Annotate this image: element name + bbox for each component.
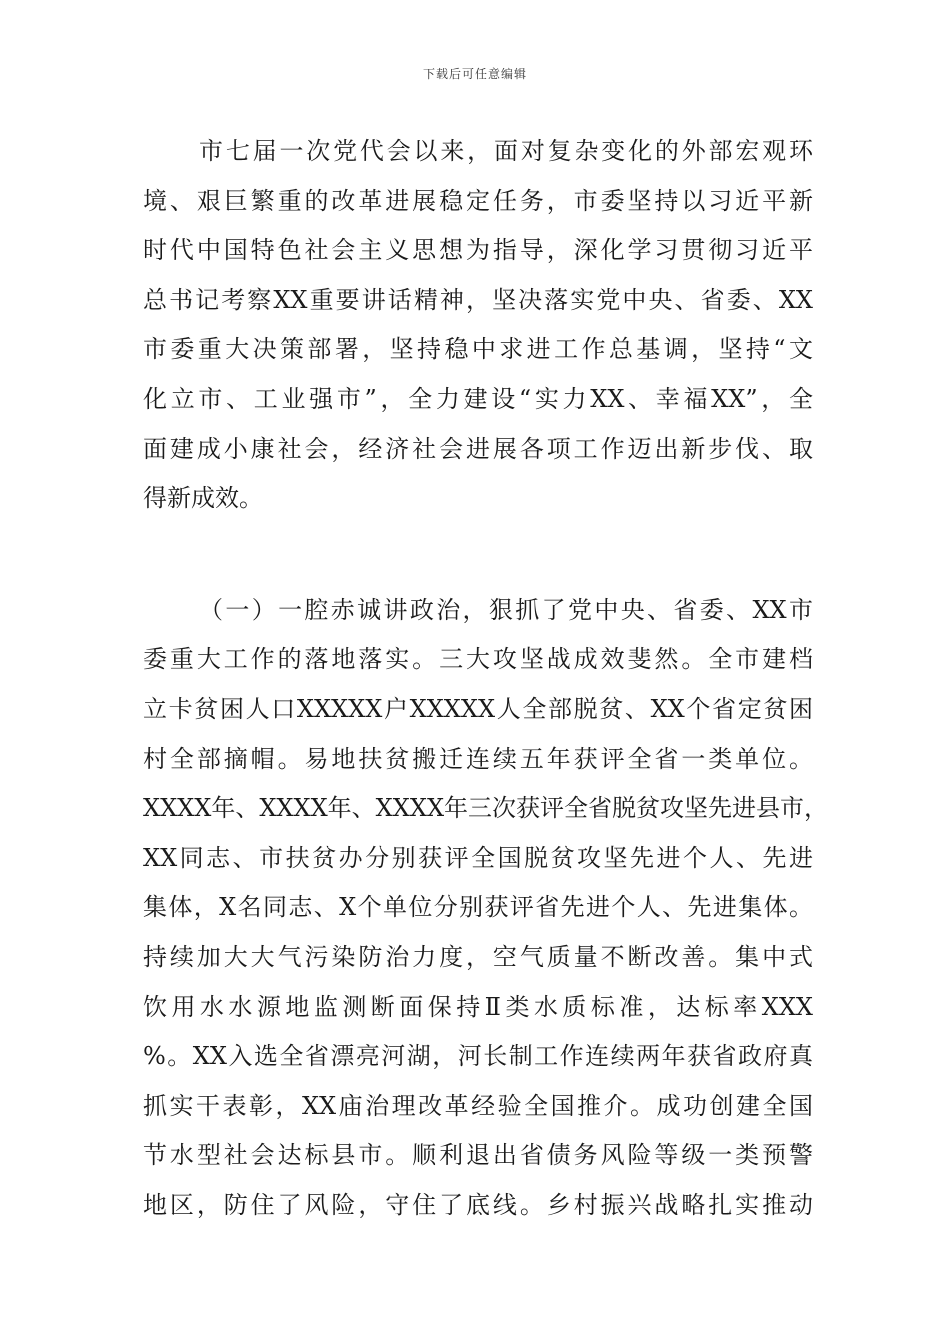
text-line: 集体，X名同志、X个单位分别获评省先进个人、先进集体。 <box>143 893 813 922</box>
text-line: 市七届一次党代会以来，面对复杂变化的外部宏观环 <box>199 137 813 165</box>
text-line: 境、艰巨繁重的改革进展稳定任务，市委坚持以习近平新 <box>143 186 813 215</box>
text-line: 委重大工作的落地落实。三大攻坚战成效斐然。全市建档 <box>143 645 813 674</box>
paragraph-1 <box>143 127 813 524</box>
text-line: 得新成效。 <box>143 484 263 513</box>
text-line: 饮用水水源地监测断面保持Ⅱ类水质标准，达标率XXX <box>143 992 813 1021</box>
text-line: %。XX入选全省漂亮河湖，河长制工作连续两年获省政府真 <box>143 1042 813 1071</box>
document-body <box>143 127 829 1230</box>
text-line: 地区，防住了风险，守住了底线。乡村振兴战略扎实推动 <box>143 1190 813 1219</box>
text-line: 化立市、工业强市”，全力建设“实力XX、幸福XX”，全 <box>143 384 813 413</box>
text-line: 抓实干表彰，XX庙治理改革经验全国推介。成功创建全国 <box>143 1091 813 1120</box>
text-line: 立卡贫困人口XXXXX户XXXXX人全部脱贫、XX个省定贫困 <box>143 694 813 723</box>
text-line: 总书记考察XX重要讲话精神，坚决落实党中央、省委、XX <box>143 285 813 314</box>
paragraph-spacer <box>143 524 813 586</box>
page-header: 下载后可任意编辑 <box>422 67 527 81</box>
text-line: （一）一腔赤诚讲政治，狠抓了党中央、省委、XX市 <box>199 595 813 624</box>
text-line: XXXX年、XXXX年、XXXX年三次获评全省脱贫攻坚先进县市， <box>143 794 829 823</box>
text-line: XX同志、市扶贫办分别获评全国脱贫攻坚先进个人、先进 <box>143 843 813 872</box>
text-line: 市委重大决策部署，坚持稳中求进工作总基调，坚持“文 <box>143 335 813 364</box>
paragraph-2 <box>143 586 829 1231</box>
text-line: 节水型社会达标县市。顺利退出省债务风险等级一类预警 <box>143 1141 813 1170</box>
text-line: 时代中国特色社会主义思想为指导，深化学习贯彻习近平 <box>143 236 813 265</box>
text-line: 面建成小康社会，经济社会进展各项工作迈出新步伐、取 <box>143 434 813 463</box>
text-line: 持续加大大气污染防治力度，空气质量不断改善。集中式 <box>143 942 813 971</box>
text-line: 村全部摘帽。易地扶贫搬迁连续五年获评全省一类单位。 <box>143 744 813 773</box>
